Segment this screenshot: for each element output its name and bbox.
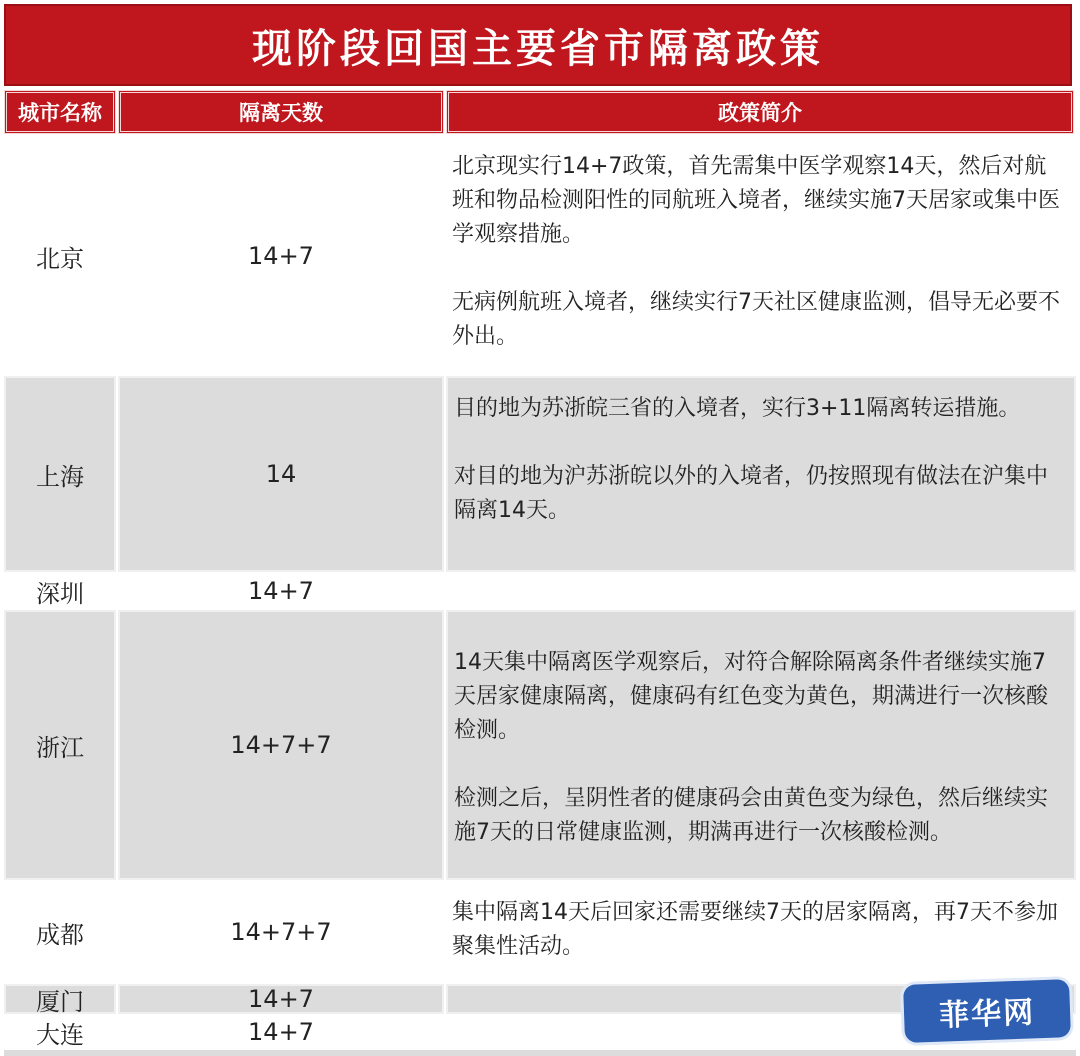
next-row-edge: [4, 1050, 1076, 1056]
row-shanghai-city: 上海: [4, 376, 116, 572]
header-city: 城市名称: [4, 90, 116, 134]
row-xiamen-days: 14+7: [118, 984, 444, 1014]
row-chengdu-policy: [446, 896, 1076, 982]
policy-paragraph: 无病例航班入境者，继续实行7天社区健康监测，倡导无必要不外出。: [452, 290, 1060, 349]
row-shanghai-days: 14: [118, 376, 444, 572]
row-chengdu-city: 成都: [4, 882, 116, 982]
watermark-text: 菲华网: [938, 995, 1036, 1034]
row-beijing-city: 北京: [4, 140, 116, 372]
watermark-logo: [903, 979, 1071, 1043]
policy-paragraph: 北京现实行14+7政策，首先需集中医学观察14天，然后对航班和物品检测阳性的同航班入境者，继续实施7天居家或集中医学观察措施。: [452, 154, 1060, 247]
policy-paragraph: 目的地为苏浙皖三省的入境者，实行3+11隔离转运措施。: [454, 396, 1021, 421]
row-zhejiang-days: 14+7+7: [118, 610, 444, 880]
policy-paragraph: 对目的地为沪苏浙皖以外的入境者，仍按照现有做法在沪集中隔离14天。: [454, 464, 1049, 523]
policy-paragraph: 14天集中隔离医学观察后，对符合解除隔离条件者继续实施7天居家健康隔离，健康码有红色变为黄色，期满进行一次核酸检测。: [454, 650, 1049, 743]
table-title: 现阶段回国主要省市隔离政策: [252, 25, 824, 72]
header-days: 隔离天数: [118, 90, 444, 134]
row-dalian-days: 14+7: [118, 1016, 444, 1048]
row-shenzhen-days: 14+7: [118, 574, 444, 608]
policy-paragraph: 集中隔离14天后回家还需要继续7天的居家隔离，再7天不参加聚集性活动。: [452, 900, 1058, 959]
header-policy: 政策简介: [446, 90, 1074, 134]
row-beijing-days: 14+7: [118, 140, 444, 372]
row-xiamen-city: 厦门: [4, 984, 116, 1014]
row-shenzhen-policy: [446, 574, 1076, 608]
row-dalian-city: 大连: [4, 1016, 116, 1048]
table-title-bar: [4, 4, 1072, 86]
row-shanghai-policy: [446, 376, 1076, 572]
policy-paragraph: 检测之后，呈阴性者的健康码会由黄色变为绿色，然后继续实施7天的日常健康监测，期满再进行一次核酸检测。: [454, 786, 1049, 845]
row-zhejiang-policy: [446, 610, 1076, 880]
row-shenzhen-city: 深圳: [4, 574, 116, 608]
row-zhejiang-city: 浙江: [4, 610, 116, 880]
row-chengdu-days: 14+7+7: [118, 882, 444, 982]
row-beijing-policy: [446, 150, 1076, 372]
